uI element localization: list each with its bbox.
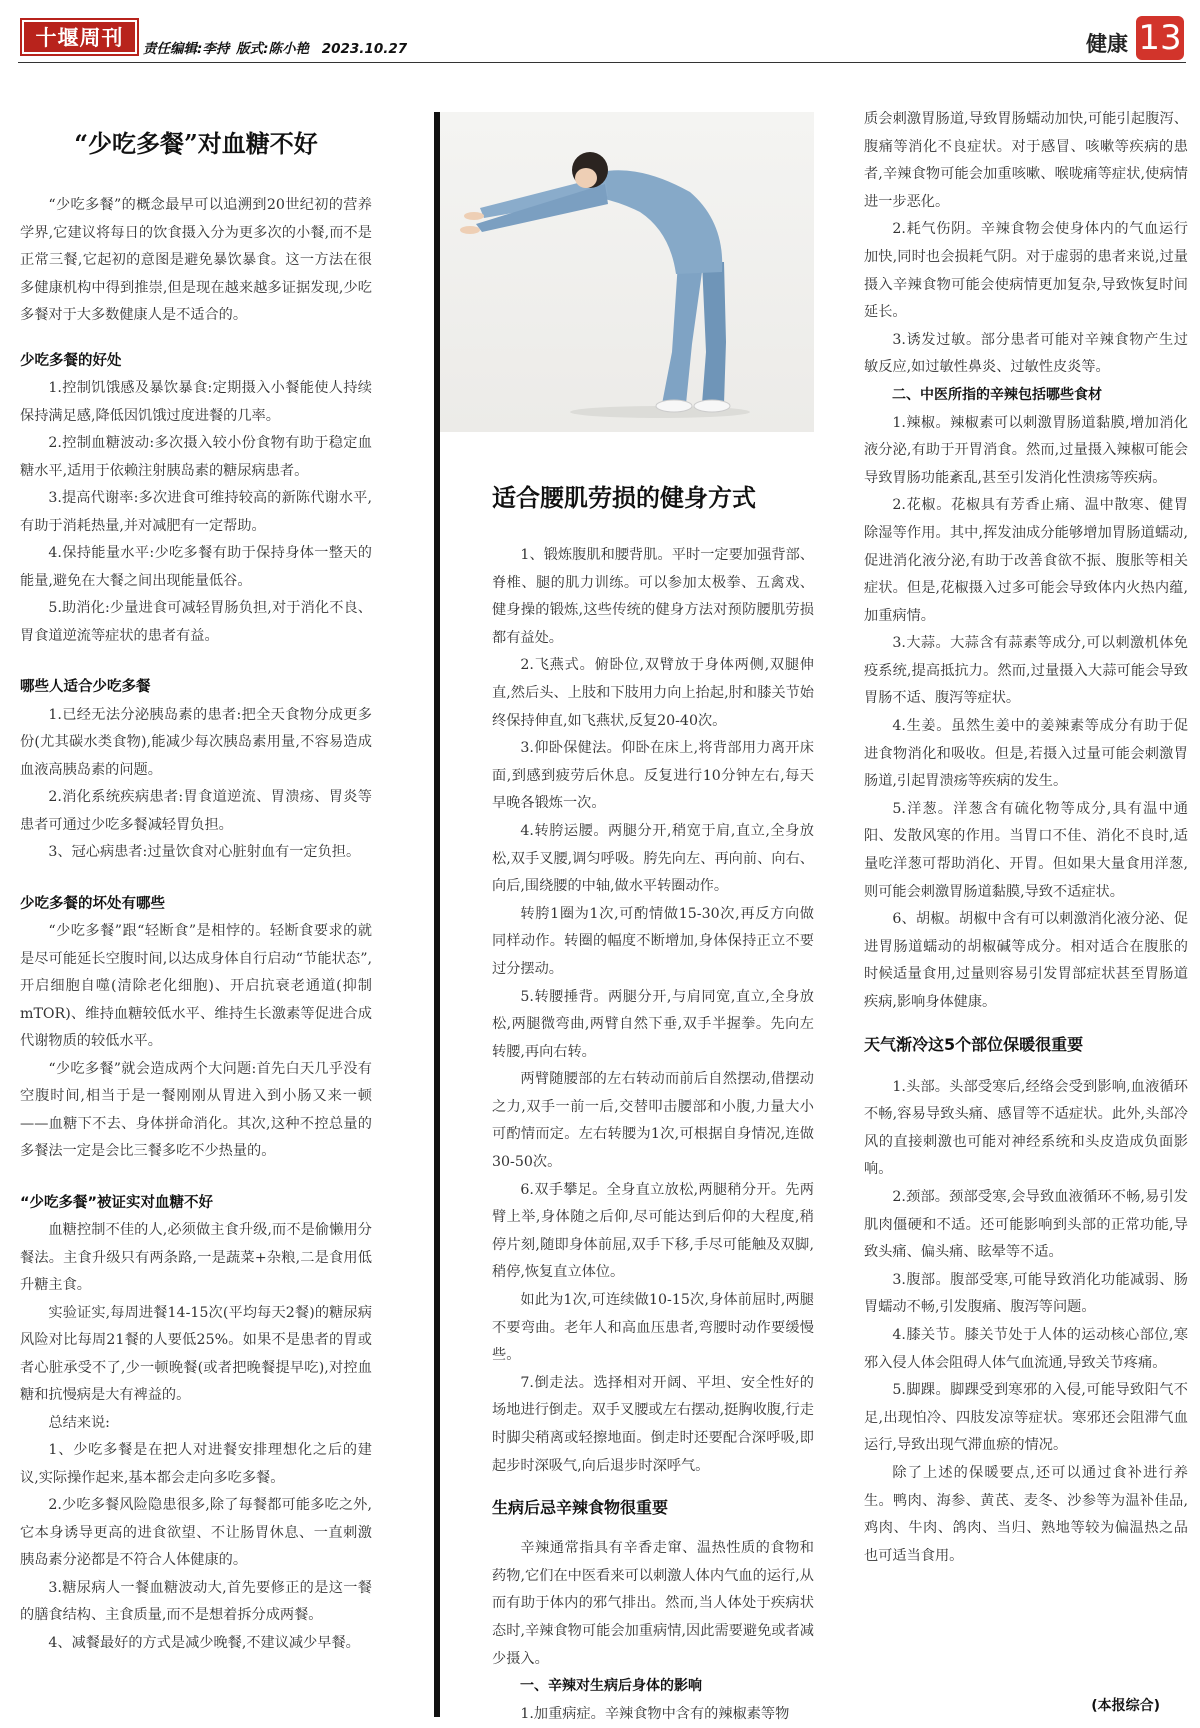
paragraph: 质会刺激胃肠道,导致胃肠蠕动加快,可能引起腹泻、腹痛等消化不良症状。对于感冒、咳嗽等疾病的患者,辛辣食物可能会加重咳嗽、喉咙痛等症状,使病情进一步恶化。 [864, 111, 1188, 210]
paragraph: 7.倒走法。选择相对开阔、平坦、安全性好的场地进行倒走。双手叉腰或左右摆动,挺胸收腹,行走时脚尖稍离或轻擦地面。倒走时还要配合深呼吸,即起步时深吸气,向后退步时深呼气。 [492, 1374, 814, 1474]
paragraph: 除了上述的保暖要点,还可以通过食补进行养生。鸭肉、海参、黄芪、麦冬、沙参等为温补佳品,鸡肉、牛肉、鸽肉、当归、熟地等较为偏温热之品也可适当食用。 [864, 1464, 1188, 1564]
paragraph: 5.脚踝。脚踝受到寒邪的入侵,可能导致阳气不足,出现怕冷、四肢发凉等症状。寒邪还会阻滞气血运行,导致出现气滞血瘀的情况。 [864, 1382, 1188, 1454]
paragraph: “少吃多餐”的概念最早可以追溯到20世纪初的营养学界,它建议将每日的饮食摄入分为更多次的小餐,而不是正常三餐,它起初的意图是避免暴饮暴食。这一方法在很多健康机构中得到推崇,但是现在越来越多证据发现,少吃多餐对于大多数健康人是不适合的。 [20, 197, 372, 323]
paragraph: 5.洋葱。洋葱含有硫化物等成分,具有温中通阳、发散风寒的作用。当胃口不佳、消化不良时,适量吃洋葱可帮助消化、开胃。但如果大量食用洋葱,则可能会刺激胃肠道黏膜,导致不适症状。 [864, 800, 1188, 900]
paragraph: 实验证实,每周进餐14-15次(平均每天2餐)的糖尿病风险对比每周21餐的人要低25%。如果不是患者的胃或者心脏承受不了,少一顿晚餐(或者把晚餐提早吃),对控血糖和抗慢病是大有裨益的。 [20, 1304, 372, 1403]
paragraph: 1、少吃多餐是在把人对进餐安排理想化之后的建议,实际操作起来,基本都会走向多吃多餐。 [20, 1442, 372, 1486]
article-lumbar-exercise [492, 478, 814, 1728]
issue-date: 2023.10.27 [321, 41, 408, 57]
paragraph: 1.控制饥饿感及暴饮暴食:定期摄入小餐能使人持续保持满足感,降低因饥饿过度进餐的几率。 [20, 380, 372, 424]
paragraph: 两臂随腰部的左右转动而前后自然摆动,借摆动之力,双手一前一后,交替叩击腰部和小腹,力量大小可酌情而定。左右转腰为1次,可根据自身情况,连做30-50次。 [492, 1071, 814, 1171]
paragraph: 辛辣通常指具有辛香走窜、温热性质的食物和药物,它们在中医看来可以刺激人体内气血的运行,从而有助于体内的邪气排出。然而,当人体处于疾病状态时,辛辣食物可能会加重病情,因此需要避免或者减少摄入。 [492, 1540, 814, 1667]
article-title: 天气渐冷这5个部位保暖很重要 [864, 1034, 1084, 1054]
paragraph: 3.提高代谢率:多次进食可维持较高的新陈代谢水平,有助于消耗热量,并对减肥有一定帮助。 [20, 490, 372, 534]
paragraph: 转胯1圈为1次,可酌情做15-30次,再反方向做同样动作。转圈的幅度不断增加,身体保持正立不要过分摆动。 [492, 905, 814, 977]
page-number-badge: 13 [1136, 16, 1184, 60]
source-credit: (本报综合) [1091, 1698, 1160, 1714]
paragraph: “少吃多餐”就会造成两个大问题:首先白天几乎没有空腹时间,相当于是一餐刚刚从胃进入到小肠又来一顿——血糖下不去、身体拼命消化。其次,这种不控总量的多餐法一定是会比三餐多吃不少热量的。 [20, 1060, 372, 1159]
paragraph: 如此为1次,可连续做10-15次,身体前屈时,两腿不要弯曲。老年人和高血压患者,弯腰时动作要缓慢些。 [492, 1292, 814, 1364]
paragraph: 3.腹部。腹部受寒,可能导致消化功能减弱、肠胃蠕动不畅,引发腹痛、腹泻等问题。 [864, 1271, 1188, 1316]
paragraph: 2.耗气伤阴。辛辣食物会使身体内的气血运行加快,同时也会损耗气阴。对于虚弱的患者来说,过量摄入辛辣食物可能会使病情更加复杂,导致恢复时间延长。 [864, 221, 1188, 321]
exercise-photo [440, 112, 814, 432]
paragraph: 4、减餐最好的方式是减少晚餐,不建议减少早餐。 [48, 1634, 360, 1651]
article-spicy-food-continued [864, 106, 1188, 1570]
editor-name: 责任编辑:李持 [143, 41, 230, 57]
paragraph: 5.助消化:少量进食可减轻胃肠负担,对于消化不良、胃食道逆流等症状的患者有益。 [20, 600, 372, 644]
paragraph: 1、锻炼腹肌和腰背肌。平时一定要加强背部、脊椎、腿的肌力训练。可以参加太极拳、五禽戏、健身操的锻炼,这些传统的健身方法对预防腰肌劳损都有益处。 [492, 547, 814, 646]
article-title: 生病后忌辛辣食物很重要 [492, 1498, 669, 1518]
paragraph: 4.转胯运腰。两腿分开,稍宽于肩,直立,全身放松,双手叉腰,调匀呼吸。胯先向左、再向前、向右、向后,围绕腰的中轴,做水平转圈动作。 [492, 822, 814, 895]
layout-name: 版式:陈小艳 [236, 41, 310, 57]
subheading: 二、中医所指的辛辣包括哪些食材 [892, 386, 1102, 403]
header-rule [18, 62, 1186, 63]
article-less-meals [20, 120, 372, 1657]
article-title: 适合腰肌劳损的健身方式 [492, 483, 756, 512]
paragraph: 血糖控制不佳的人,必须做主食升级,而不是偷懒用分餐法。主食升级只有两条路,一是蔬菜+杂粮,二是食用低升糖主食。 [20, 1222, 372, 1293]
paragraph: 3.诱发过敏。部分患者可能对辛辣食物产生过敏反应,如过敏性鼻炎、过敏性皮炎等。 [864, 331, 1188, 376]
paragraph: 4.保持能量水平:少吃多餐有助于保持身体一整天的能量,避免在大餐之间出现能量低谷。 [20, 545, 372, 589]
section-name: 健康 [1086, 32, 1128, 56]
paragraph: 1.头部。头部受寒后,经络会受到影响,血液循环不畅,容易导致头痛、感冒等不适症状。此外,头部冷风的直接刺激也可能对神经系统和头皮造成负面影响。 [864, 1078, 1188, 1178]
paragraph: 3、冠心病患者:过量饮食对心脏射血有一定负担。 [48, 844, 361, 860]
paragraph: 4.生姜。虽然生姜中的姜辣素等成分有助于促进食物消化和吸收。但是,若摄入过量可能会刺激胃肠道,引起胃溃疡等疾病的发生。 [864, 718, 1188, 790]
paragraph: 1.加重病症。辛辣食物中含有的辣椒素等物 [520, 1705, 790, 1722]
woman-stretching-illustration [440, 112, 814, 432]
paragraph: 4.膝关节。膝关节处于人体的运动核心部位,寒邪入侵人体会阻碍人体气血流通,导致关节疼痛。 [864, 1326, 1188, 1371]
paragraph: 3.大蒜。大蒜含有蒜素等成分,可以刺激机体免疫系统,提高抵抗力。然而,过量摄入大蒜可能会导致胃肠不适、腹泻等症状。 [864, 635, 1188, 707]
paragraph: 总结来说: [48, 1414, 110, 1431]
section-heading: 少吃多餐的好处 [20, 352, 122, 369]
page-header [0, 0, 1200, 70]
subheading: 一、辛辣对生病后身体的影响 [520, 1678, 702, 1695]
section-heading: 少吃多餐的坏处有哪些 [20, 895, 165, 912]
paragraph: 1.已经无法分泌胰岛素的患者:把全天食物分成更多份(尤其碳水类食物),能减少每次胰岛素用量,不容易造成血液高胰岛素的问题。 [20, 706, 372, 778]
paragraph: 6、胡椒。胡椒中含有可以刺激消化液分泌、促进胃肠道蠕动的胡椒碱等成分。相对适合在腹胀的时候适量食用,过量则容易引发胃部症状甚至胃肠道疾病,影响身体健康。 [864, 911, 1188, 1010]
paragraph: 1.辣椒。辣椒素可以刺激胃肠道黏膜,增加消化液分泌,有助于开胃消食。然而,过量摄入辣椒可能会导致胃肠功能紊乱,甚至引发消化性溃疡等疾病。 [864, 414, 1188, 486]
paragraph: 2.颈部。颈部受寒,会导致血液循环不畅,易引发肌肉僵硬和不适。还可能影响到头部的正常功能,导致头痛、偏头痛、眩晕等不适。 [864, 1188, 1188, 1261]
section-heading: 哪些人适合少吃多餐 [20, 679, 151, 695]
paragraph: 2.飞燕式。俯卧位,双臂放于身体两侧,双腿伸直,然后头、上肢和下肢用力向上抬起,肘和膝关节始终保持伸直,如飞燕状,反复20-40次。 [492, 657, 814, 729]
paragraph: “少吃多餐”跟“轻断食”是相悖的。轻断食要求的就是尽可能延长空腹时间,以达成身体自行启动“节能状态”,开启细胞自噬(清除老化细胞)、开启抗衰老通道(抑制mTOR)、维持血糖较低水平、维持生长激素等促进合成代谢物质的较低水平。 [20, 923, 372, 1049]
paragraph: 3.仰卧保健法。仰卧在床上,将背部用力离开床面,到感到疲劳后休息。反复进行10分钟左右,每天早晚各锻炼一次。 [492, 740, 814, 812]
paragraph: 3.糖尿病人一餐血糖波动大,首先要修正的是这一餐的膳食结构、主食质量,而不是想着拆分成两餐。 [20, 1579, 372, 1623]
paragraph: 6.双手攀足。全身直立放松,两腿稍分开。先两臂上举,身体随之后仰,尽可能达到后仰的大程度,稍停片刻,随即身体前屈,双手下移,手尽可能触及双脚,稍停,恢复直立体位。 [492, 1181, 814, 1281]
masthead-text: 十堰周刊 [35, 26, 124, 50]
paragraph: 5.转腰捶背。两腿分开,与肩同宽,直立,全身放松,两腿微弯曲,两臂自然下垂,双手半握拳。先向左转腰,再向右转。 [492, 988, 814, 1060]
paragraph: 2.消化系统疾病患者:胃食道逆流、胃溃疡、胃炎等患者可通过少吃多餐减轻胃负担。 [20, 789, 372, 833]
section-heading: “少吃多餐”被证实对血糖不好 [20, 1194, 214, 1211]
masthead-logo [20, 18, 139, 56]
paragraph: 2.花椒。花椒具有芳香止痛、温中散寒、健胃除湿等作用。其中,挥发油成分能够增加胃肠道蠕动,促进消化液分泌,有助于改善食欲不振、腹胀等相关症状。但是,花椒摄入过多可能会导致体内火热内蕴,加重病情。 [864, 497, 1188, 624]
article-title: “少吃多餐”对血糖不好 [74, 129, 318, 158]
paragraph: 2.控制血糖波动:多次摄入较小份食物有助于稳定血糖水平,适用于依赖注射胰岛素的糖尿病患者。 [20, 435, 372, 479]
editor-info [143, 37, 409, 57]
paragraph: 2.少吃多餐风险隐患很多,除了每餐都可能多吃之外,它本身诱导更高的进食欲望、不让肠胃休息、一直刺激胰岛素分泌都是不符合人体健康的。 [20, 1497, 372, 1568]
